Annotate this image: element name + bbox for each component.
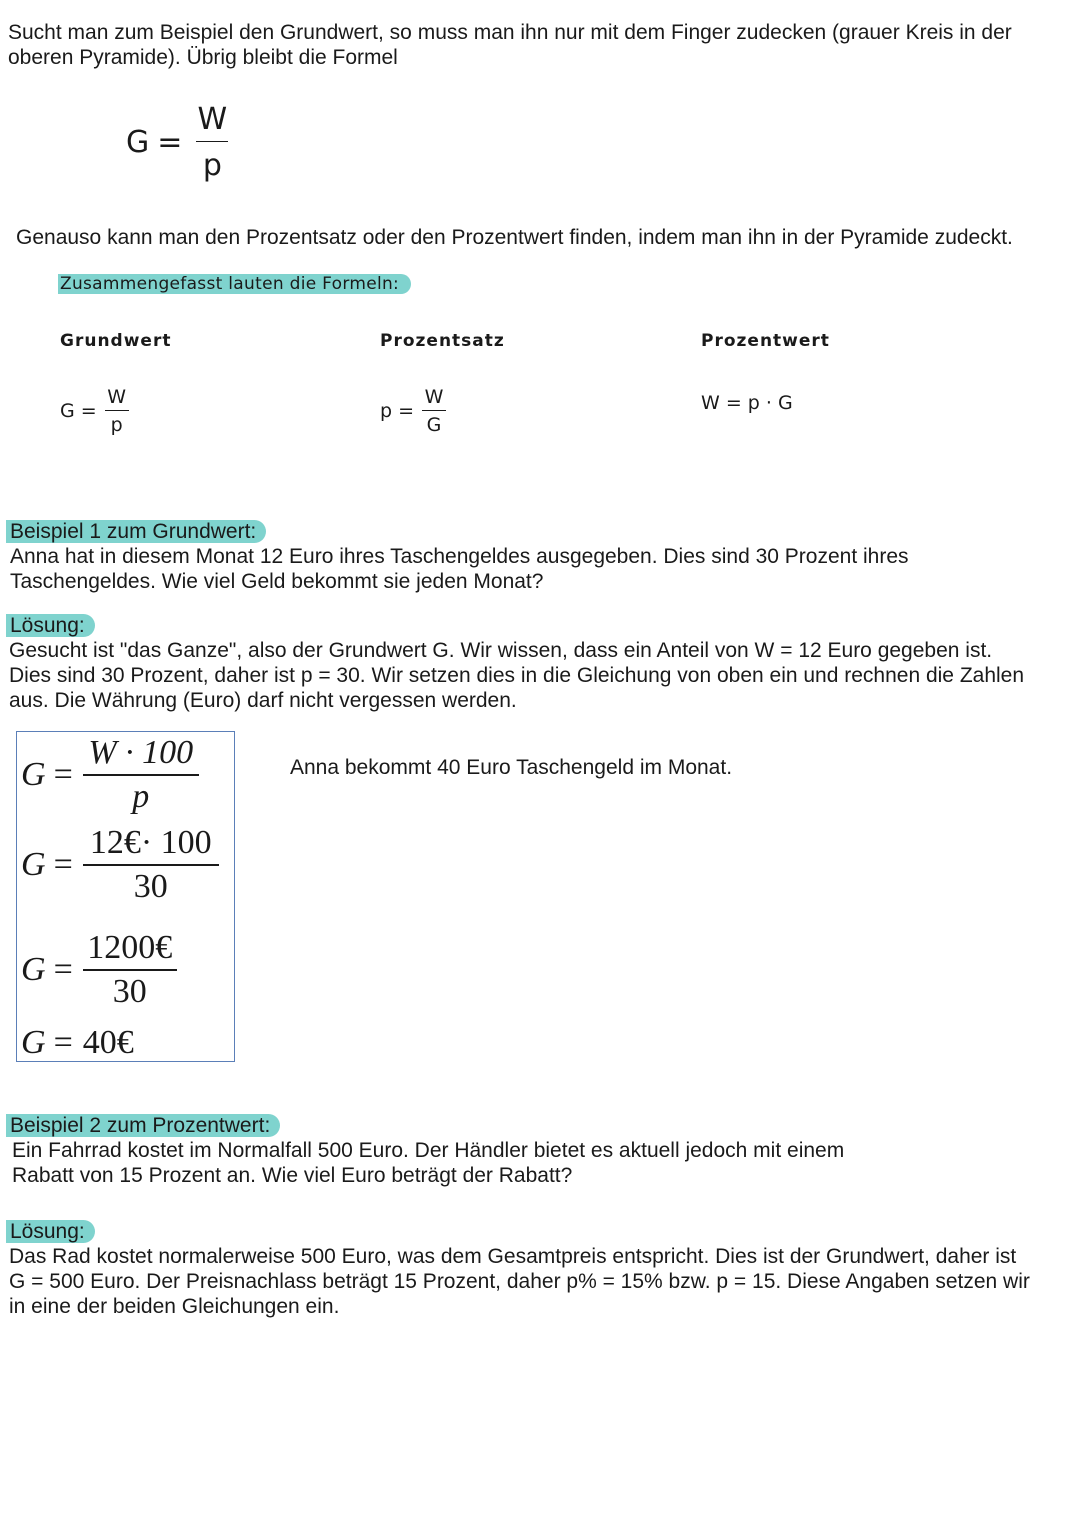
formula-prozentsatz-fraction [422, 386, 446, 436]
formula-grundwert [60, 386, 129, 436]
example2-solution-line-2: G = 500 Euro. Der Preisnachlass beträgt 15 Prozent, daher p% = 15% bzw. p = 15. Diese Angaben setzen wir [9, 1270, 1030, 1293]
calc-line-2-num: 12€· 100 [89, 824, 212, 861]
example2-text-line-2: Rabatt von 15 Prozent an. Wie viel Euro beträgt der Rabatt? [12, 1164, 573, 1187]
calc-line-1-num: W · 100 [88, 734, 194, 771]
calc-line-3-lhs: G [21, 951, 46, 988]
calc-line-2 [21, 824, 219, 906]
calc-line-1-eq: = [53, 756, 73, 793]
calc-line-2-fraction [83, 824, 219, 906]
example1-solution-label: Lösung: [6, 614, 95, 637]
calculation-box [16, 731, 235, 1062]
formula-grundwert-lhs: G [60, 400, 75, 422]
formula-prozentsatz [380, 386, 446, 436]
example1-solution-label-row [6, 613, 95, 638]
calc-line-1 [21, 734, 199, 816]
formula-prozentsatz-den: G [426, 414, 442, 436]
calc-line-2-den: 30 [133, 868, 168, 905]
example1-solution-line-1: Gesucht ist "das Ganze", also der Grundwert G. Wir wissen, dass ein Anteil von W = 12 Euro gegeben ist. [9, 639, 993, 662]
calc-line-4-eq: = [53, 1024, 73, 1061]
calc-line-3 [21, 929, 177, 1011]
heading-grundwert: Grundwert [60, 331, 172, 351]
example1-text [10, 544, 1070, 594]
example2-title-row [6, 1113, 280, 1138]
main-formula-lhs: G [126, 125, 150, 160]
calc-line-3-den: 30 [112, 973, 147, 1010]
intro-paragraph [8, 20, 1072, 70]
formula-grundwert-den: p [110, 414, 123, 436]
calc-line-3-num: 1200€ [87, 929, 173, 966]
calc-line-4-rhs: 40€ [82, 1024, 134, 1061]
example1-text-line-2: Taschengeldes. Wie viel Geld bekommt sie jeden Monat? [10, 570, 544, 593]
example1-answer: Anna bekommt 40 Euro Taschengeld im Monat. [290, 756, 733, 779]
intro-line-2: oberen Pyramide). Übrig bleibt die Formel [8, 46, 398, 69]
example2-solution-line-1: Das Rad kostet normalerweise 500 Euro, was dem Gesamtpreis entspricht. Dies ist der Grundwert, daher ist [9, 1245, 1017, 1268]
main-formula-den: p [202, 148, 222, 183]
example2-solution-label-row [6, 1219, 95, 1244]
main-formula-fraction [196, 102, 228, 183]
calc-line-2-lhs: G [21, 846, 46, 883]
heading-prozentwert: Prozentwert [701, 331, 830, 351]
example1-title-row [6, 519, 266, 544]
formula-prozentsatz-eq: = [398, 400, 414, 422]
main-formula-eq: = [157, 125, 183, 160]
formula-grundwert-fraction [105, 386, 129, 436]
genauso-text: Genauso kann man den Prozentsatz oder den Prozentwert finden, indem man ihn in der Pyramide zudeckt. [16, 226, 1013, 249]
formula-grundwert-num: W [107, 386, 127, 408]
formula-prozentsatz-num: W [424, 386, 444, 408]
example2-solution-line-3: in eine der beiden Gleichungen ein. [9, 1295, 340, 1318]
heading-prozentsatz: Prozentsatz [380, 331, 505, 351]
example2-text [12, 1138, 1072, 1188]
example2-text-line-1: Ein Fahrrad kostet im Normalfall 500 Euro. Der Händler bietet es aktuell jedoch mit einem [12, 1139, 845, 1162]
formula-prozentwert: W = p · G [701, 392, 793, 414]
formula-grundwert-eq: = [80, 400, 97, 422]
calc-line-3-eq: = [53, 951, 73, 988]
summary-label [58, 273, 411, 296]
example1-text-line-1: Anna hat in diesem Monat 12 Euro ihres Taschengeldes ausgegeben. Dies sind 30 Prozent ihres [10, 545, 909, 568]
example1-solution-line-2: Dies sind 30 Prozent, daher ist p = 30. Wir setzen dies in die Gleichung von oben ein und rechnen die Zahlen [9, 664, 1025, 687]
formula-prozentsatz-lhs: p [380, 400, 393, 422]
calc-line-4-lhs: G [21, 1024, 46, 1061]
main-formula [126, 102, 228, 183]
calc-line-1-lhs: G [21, 756, 46, 793]
example2-solution-label: Lösung: [6, 1220, 95, 1243]
calc-line-1-den: p [132, 778, 150, 815]
calc-line-1-fraction [83, 734, 199, 816]
example1-solution-text [9, 638, 1075, 713]
calc-line-2-eq: = [53, 846, 73, 883]
calc-line-3-fraction [83, 929, 177, 1011]
example2-solution-text [9, 1244, 1075, 1319]
main-formula-num: W [197, 102, 228, 137]
example1-solution-line-3: aus. Die Währung (Euro) darf nicht vergessen werden. [9, 689, 517, 712]
example2-title: Beispiel 2 zum Prozentwert: [6, 1114, 280, 1137]
calc-line-4 [21, 1024, 134, 1062]
intro-line-1: Sucht man zum Beispiel den Grundwert, so muss man ihn nur mit dem Finger zudecken (grauer Kreis in der [8, 21, 1012, 44]
example1-title: Beispiel 1 zum Grundwert: [6, 520, 266, 543]
summary-label-text: Zusammengefasst lauten die Formeln: [58, 274, 411, 294]
